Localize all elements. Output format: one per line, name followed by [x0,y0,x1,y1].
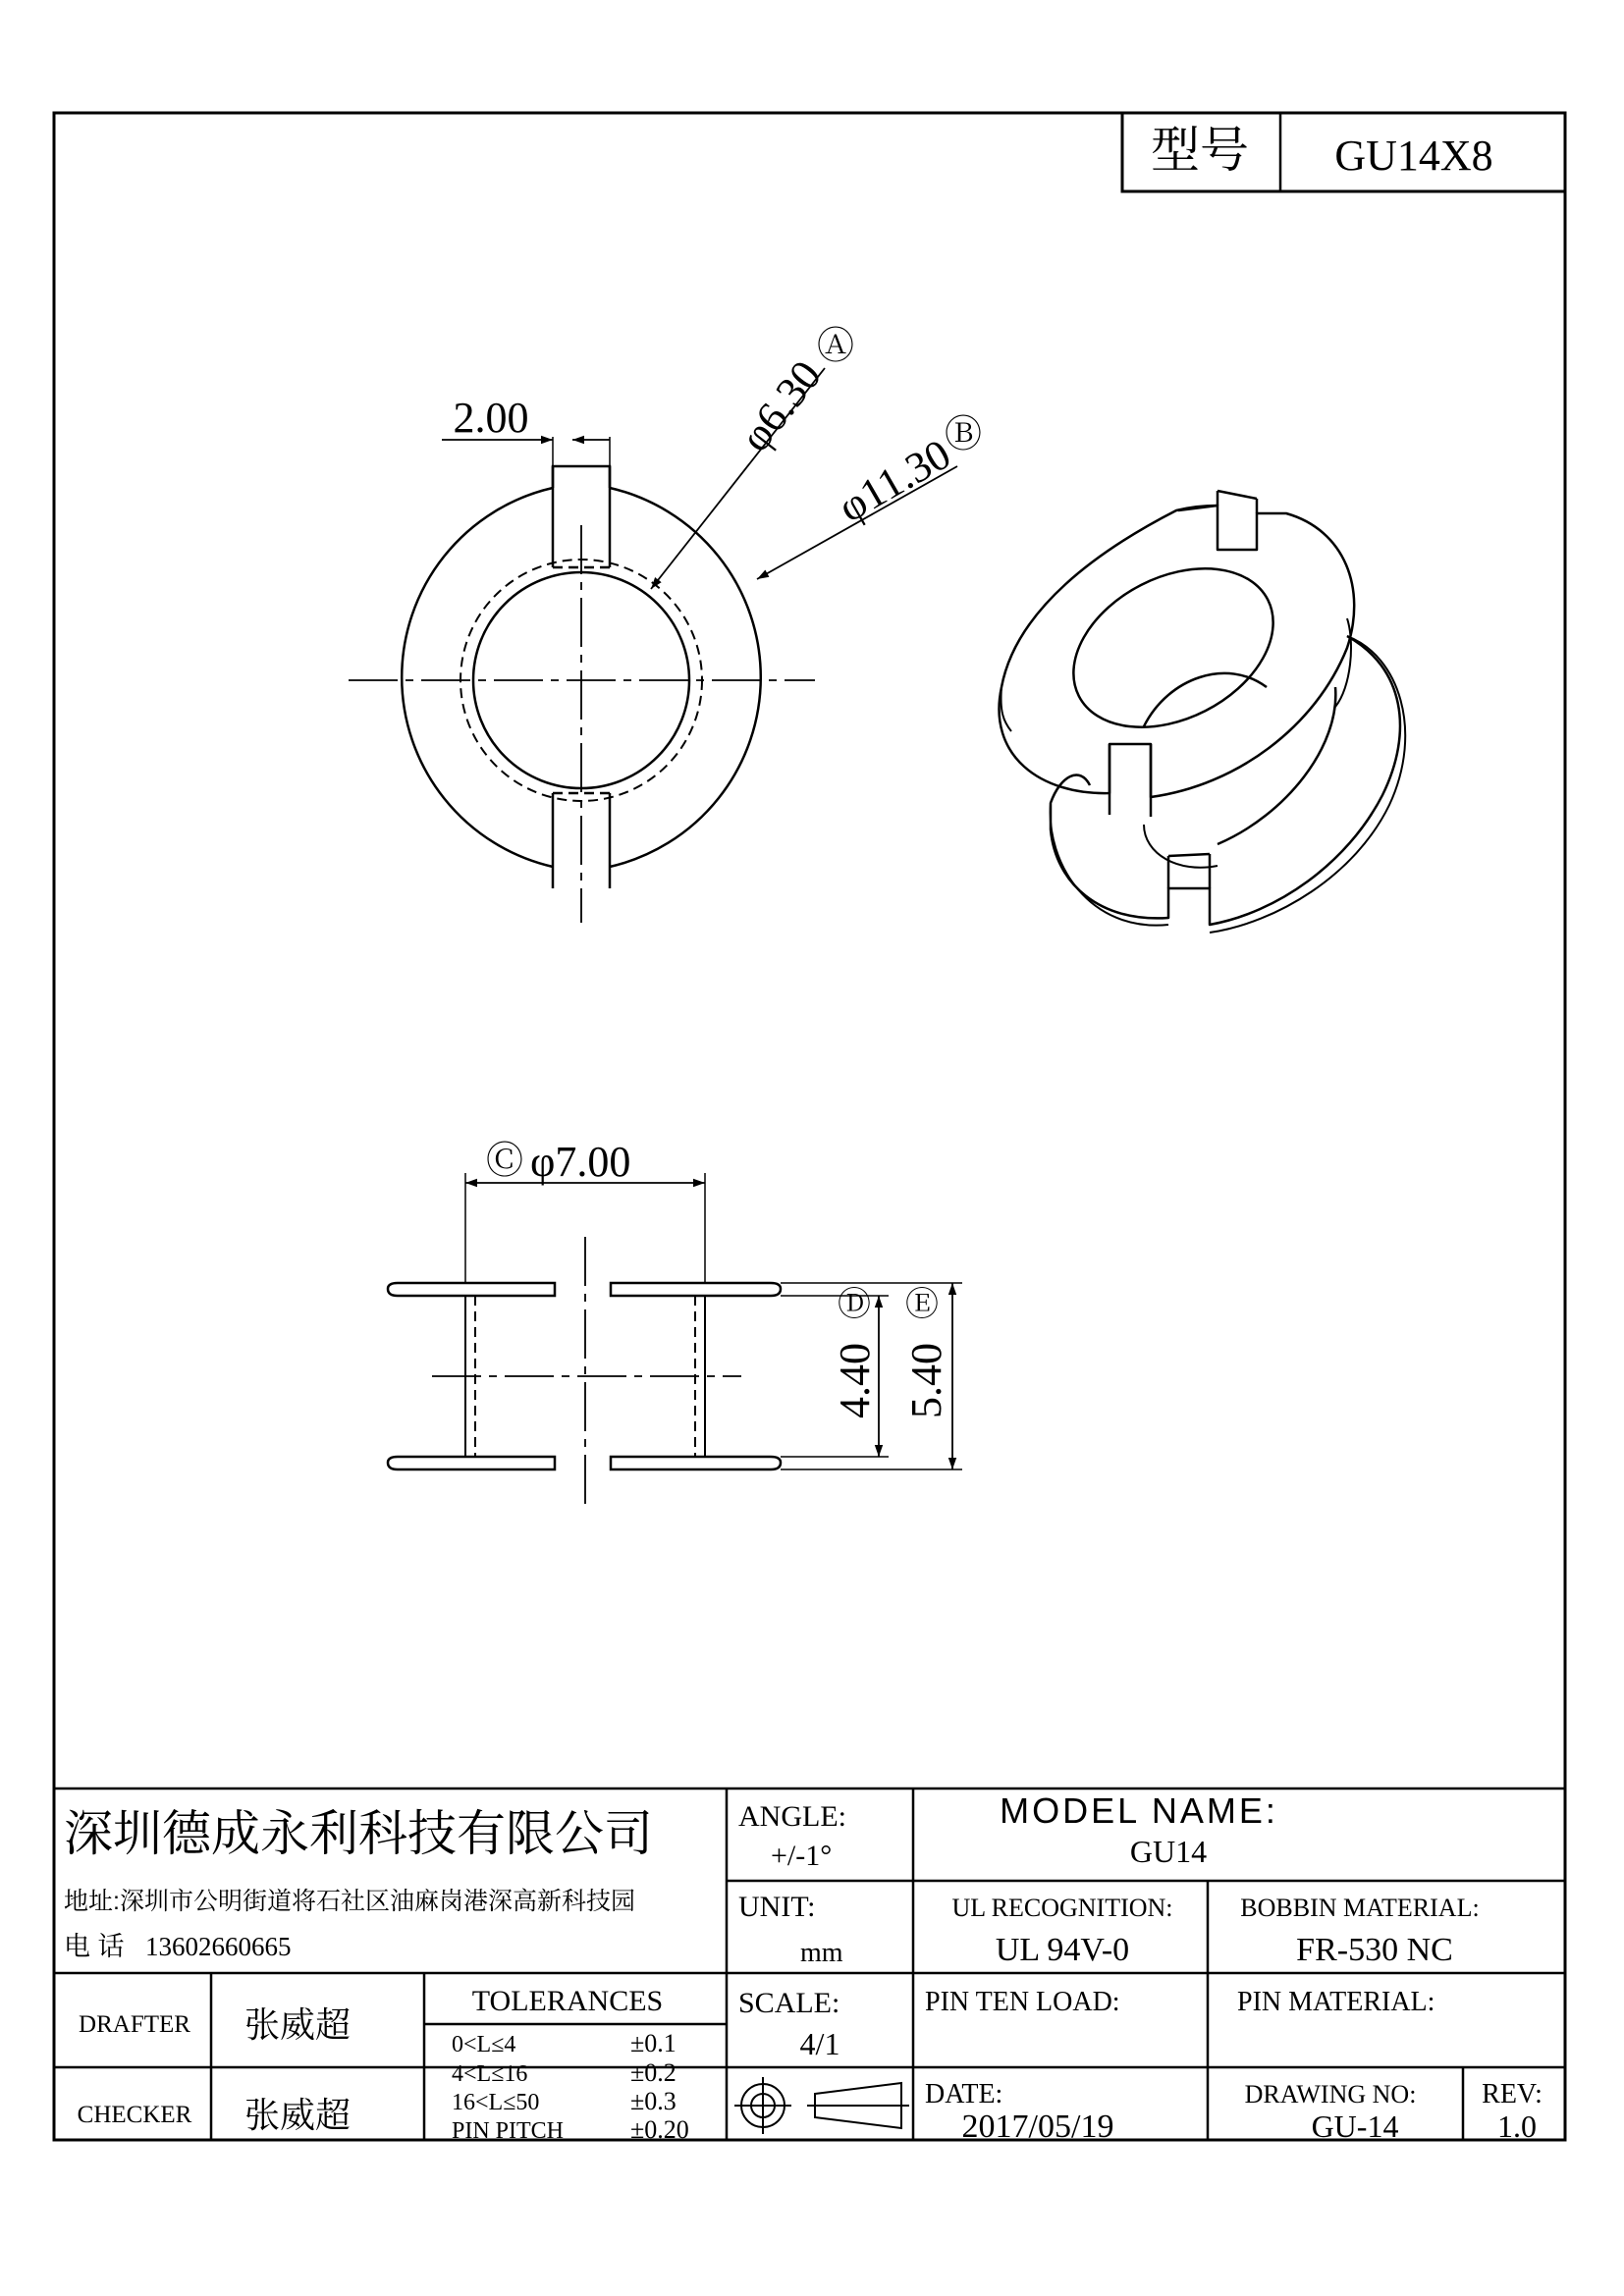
scale-label: SCALE: [738,1987,840,2019]
side-top-flange-left [388,1283,555,1296]
checker-name: 张威超 [244,2095,352,2135]
outer-flange-left [402,488,553,867]
drawing-no-label: DRAWING NO: [1244,2080,1417,2109]
date-value: 2017/05/19 [961,2109,1114,2145]
angle-label: ANGLE: [738,1800,846,1833]
projection-symbol [734,2077,909,2134]
tolerance-range-4: PIN PITCH [452,2118,565,2144]
core-dia-tag: Ⓒ [486,1141,524,1182]
side-bottom-flange-left [388,1457,555,1469]
model-box-value: GU14X8 [1334,132,1493,180]
isometric-view [1000,491,1406,933]
top-view [349,368,957,923]
tolerance-range-2: 4<L≤16 [452,2061,528,2087]
inner-dia-label: φ6.30 [731,351,831,461]
unit-value: mm [800,1938,843,1968]
unit-label: UNIT: [738,1891,816,1923]
model-name-value: GU14 [1129,1834,1208,1869]
inner-dia-tag: Ⓐ [817,326,855,367]
date-label: DATE: [925,2079,1003,2109]
drawing-no-value: GU-14 [1311,2109,1399,2144]
tolerances-label: TOLERANCES [471,1985,664,2017]
rev-value: 1.0 [1497,2109,1537,2144]
model-box-label: 型号 [1151,123,1249,178]
iso-front-bore [1047,537,1300,759]
company-address: 地址:深圳市公明街道将石社区油麻岗港深高新科技园 [64,1888,635,1915]
phone-label: 电 话 [64,1932,125,1961]
tolerance-value-1: ±0.1 [630,2029,677,2057]
tolerance-value-4: ±0.20 [630,2115,689,2144]
company-name: 深圳德成永利科技有限公司 [64,1806,653,1861]
tolerance-value-2: ±0.2 [630,2058,677,2087]
angle-value: +/-1° [771,1840,833,1872]
outer-dia-callout [831,430,959,532]
outer-height-tag: Ⓔ [905,1286,939,1323]
tolerance-value-3: ±0.3 [630,2087,677,2115]
tolerance-range-3: 16<L≤50 [452,2090,540,2115]
bobbin-material-label: BOBBIN MATERIAL: [1240,1894,1480,1922]
ul-label: UL RECOGNITION: [951,1894,1173,1922]
iso-core [1144,673,1267,726]
bobbin-material-value: FR-530 NC [1296,1932,1453,1968]
side-bottom-flange-right [611,1457,781,1469]
model-name-label: MODEL NAME: [1000,1790,1278,1831]
scale-value: 4/1 [799,2026,840,2061]
core-dia-label: φ7.00 [530,1138,631,1186]
top-slot [553,466,610,488]
outer-dia-label: φ11.30 [830,429,959,532]
pin-material-label: PIN MATERIAL: [1237,1987,1435,2017]
rev-label: REV: [1482,2079,1543,2109]
iso-front-flange [1000,506,1355,797]
slot-width-label: 2.00 [453,394,529,442]
pin-load-label: PIN TEN LOAD: [925,1987,1120,2017]
tolerance-range-1: 0<L≤4 [452,2032,516,2057]
outer-height-label: 5.40 [902,1343,950,1418]
outer-dia-tag: Ⓑ [945,414,983,455]
ul-value: UL 94V-0 [995,1932,1130,1968]
drafter-label: DRAFTER [79,2011,190,2038]
phone-number: 13602660665 [145,1932,292,1961]
inner-height-tag: Ⓓ [838,1286,871,1323]
side-view [388,1173,962,1512]
side-top-flange-right [611,1283,781,1296]
model-box [1122,113,1565,191]
inner-dia-callout [731,351,831,460]
checker-label: CHECKER [77,2102,192,2128]
drafter-name: 张威超 [244,2004,352,2045]
inner-height-label: 4.40 [831,1343,879,1418]
